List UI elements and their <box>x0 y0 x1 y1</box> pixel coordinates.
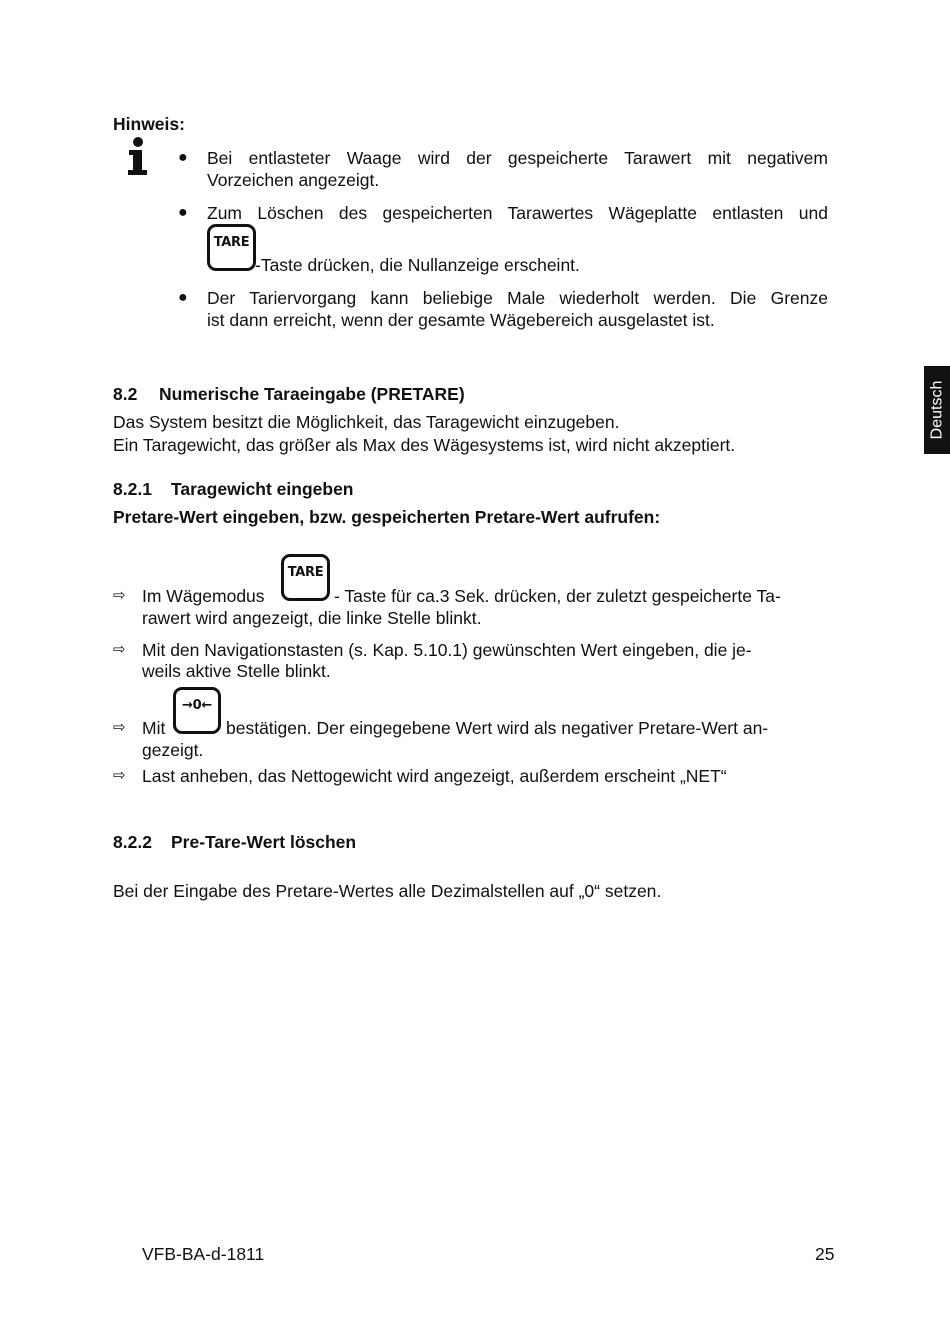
section-8-2-para2: Ein Taragewicht, das größer als Max des Wägesystems ist, wird nicht akzeptiert. <box>113 435 736 455</box>
section-8-2-title: Numerische Taraeingabe (PRETARE) <box>159 384 465 404</box>
note-item-1-line1: Bei entlasteter Waage wird der gespeicherte Tarawert mit negativem <box>207 148 828 168</box>
hollow-arrow-right-icon: ⇨ <box>113 719 126 736</box>
note-item-3-line2: ist dann erreicht, wenn der gesamte Wägebereich ausgelastet ist. <box>207 310 715 330</box>
section-8-2-2-number: 8.2.2 <box>113 832 152 852</box>
section-8-2-2-title: Pre-Tare-Wert löschen <box>171 832 357 852</box>
bullet-dot: ● <box>178 204 188 221</box>
section-8-2-1-subtitle: Pretare-Wert eingeben, bzw. gespeicherten Pretare-Wert aufrufen: <box>113 507 661 527</box>
section-8-2-1-title: Taragewicht eingeben <box>171 479 354 499</box>
step-3-line2: gezeigt. <box>142 740 204 760</box>
note-item-2-line1: Zum Löschen des gespeicherten Tarawertes Wägeplatte entlasten und <box>207 203 828 223</box>
bullet-dot: ● <box>178 289 188 306</box>
hollow-arrow-right-icon: ⇨ <box>113 767 126 784</box>
hollow-arrow-right-icon: ⇨ <box>113 587 126 604</box>
step-4-line1: Last anheben, das Nettogewicht wird angezeigt, außerdem erscheint „NET“ <box>142 766 727 786</box>
note-heading: Hinweis: <box>113 114 185 134</box>
footer-page-number: 25 <box>815 1244 835 1264</box>
step-2-line1: Mit den Navigationstasten (s. Kap. 5.10.1) gewünschten Wert eingeben, die je- <box>142 640 752 660</box>
info-icon <box>124 136 152 176</box>
tare-key-icon: TARE <box>281 554 330 601</box>
step-1-pre: Im Wägemodus <box>142 586 265 606</box>
bullet-dot: ● <box>178 149 188 166</box>
language-tab: Deutsch <box>924 366 950 454</box>
section-8-2-para1: Das System besitzt die Möglichkeit, das Taragewicht einzugeben. <box>113 412 620 432</box>
footer-doc-id: VFB-BA-d-1811 <box>142 1244 265 1264</box>
tare-key-icon: TARE <box>207 224 256 271</box>
section-8-2-2-para: Bei der Eingabe des Pretare-Wertes alle Dezimalstellen auf „0“ setzen. <box>113 881 662 901</box>
note-item-2-line2: -Taste drücken, die Nullanzeige erscheint. <box>255 255 580 275</box>
section-8-2-1-number: 8.2.1 <box>113 479 152 499</box>
section-8-2-number: 8.2 <box>113 384 138 404</box>
step-1-post: - Taste für ca.3 Sek. drücken, der zuletzt gespeicherte Ta- <box>334 586 781 606</box>
note-item-3-line1: Der Tariervorgang kann beliebige Male wiederholt werden. Die Grenze <box>207 288 828 308</box>
step-1-line2: rawert wird angezeigt, die linke Stelle blinkt. <box>142 608 482 628</box>
hollow-arrow-right-icon: ⇨ <box>113 641 126 658</box>
zero-key-icon: →0← <box>173 687 221 734</box>
step-3-pre: Mit <box>142 718 166 738</box>
step-2-line2: weils aktive Stelle blinkt. <box>142 661 331 681</box>
step-3-post: bestätigen. Der eingegebene Wert wird als negativer Pretare-Wert an- <box>226 718 769 738</box>
note-item-1-line2: Vorzeichen angezeigt. <box>207 170 380 190</box>
